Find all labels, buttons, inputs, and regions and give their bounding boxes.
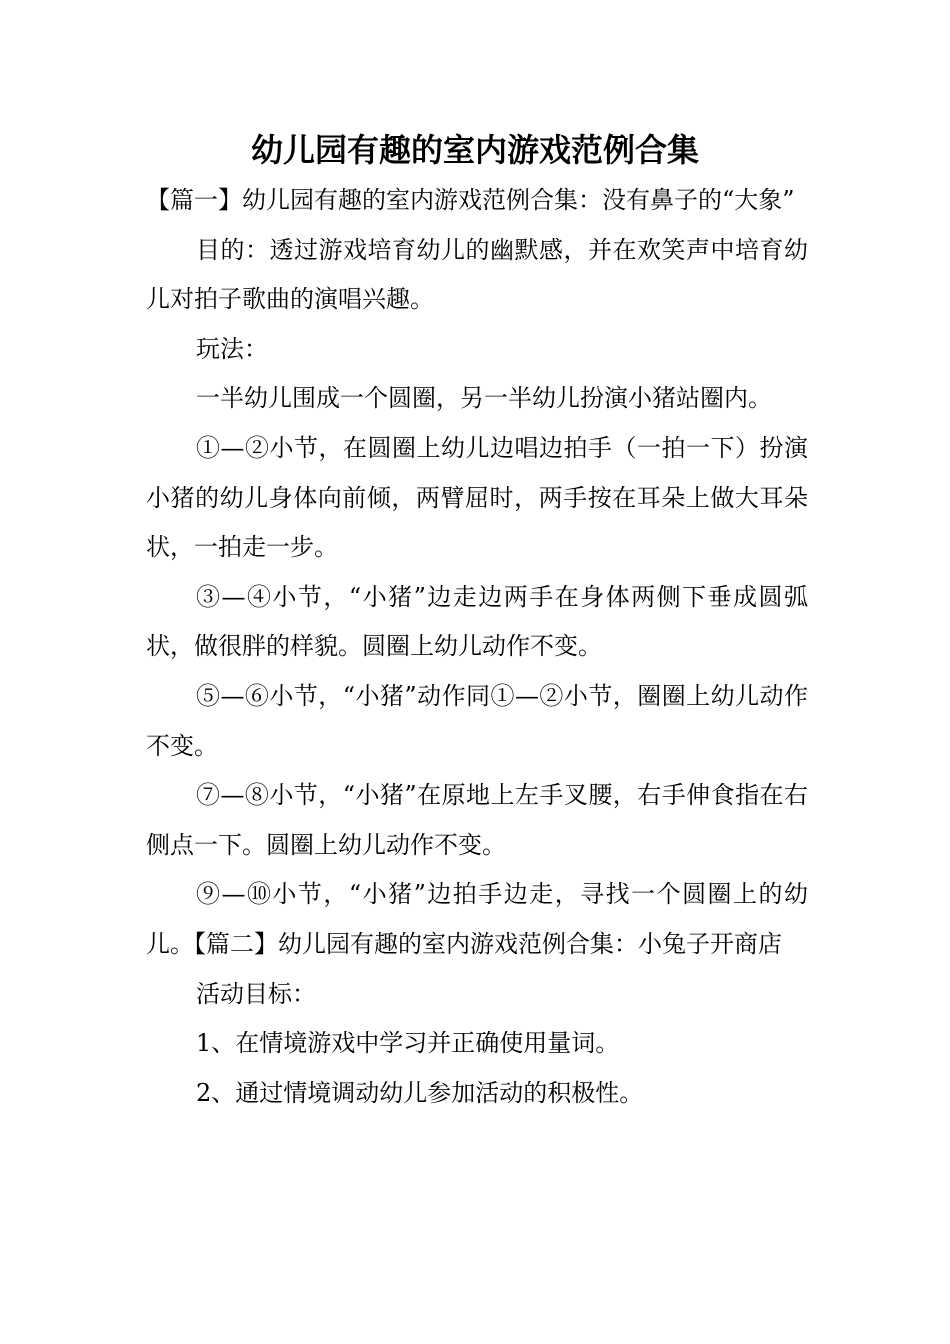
paragraph-step-3-4: ③—④小节，“小猪”边走边两手在身体两侧下垂成圆弧状，做很胖的样貌。圆圈上幼儿动作不变。 — [146, 582, 808, 661]
paragraph-goal-2: 2、通过情境调动幼儿参加活动的积极性。 — [196, 1078, 644, 1107]
document-body — [146, 176, 808, 1118]
document-title: 幼儿园有趣的室内游戏范例合集 — [250, 131, 699, 169]
paragraph-method-label: 玩法： — [196, 334, 268, 363]
paragraph-step-5-6: ⑤—⑥小节，“小猪”动作同①—②小节，圈圈上幼儿动作不变。 — [146, 681, 808, 760]
paragraph-step-1-2: ①—②小节，在圆圈上幼儿边唱边拍手（一拍一下）扮演小猪的幼儿身体向前倾，两臂屈时，两手按在耳朵上做大耳朵状，一拍走一步。 — [146, 433, 808, 562]
paragraph-step-7-8: ⑦—⑧小节，“小猪”在原地上左手叉腰，右手伸食指在右侧点一下。圆圈上幼儿动作不变。 — [146, 781, 808, 859]
section-heading-1: 【篇一】幼儿园有趣的室内游戏范例合集：没有鼻子的“大象” — [146, 186, 795, 214]
paragraph-setup: 一半幼儿围成一个圆圈，另一半幼儿扮演小猪站圈内。 — [196, 384, 772, 413]
paragraph-purpose: 目的：透过游戏培育幼儿的幽默感，并在欢笑声中培育幼儿对拍子歌曲的演唱兴趣。 — [146, 235, 808, 314]
paragraph-step-9-10: ⑨—⑩小节，“小猪”边拍手边走，寻找一个圆圈上的幼儿。【篇二】幼儿园有趣的室内游戏范例合集：小兔子开商店 — [146, 880, 808, 958]
paragraph-goals-label: 活动目标： — [196, 979, 316, 1008]
paragraph-goal-1: 1、在情境游戏中学习并正确使用量词。 — [196, 1029, 620, 1058]
